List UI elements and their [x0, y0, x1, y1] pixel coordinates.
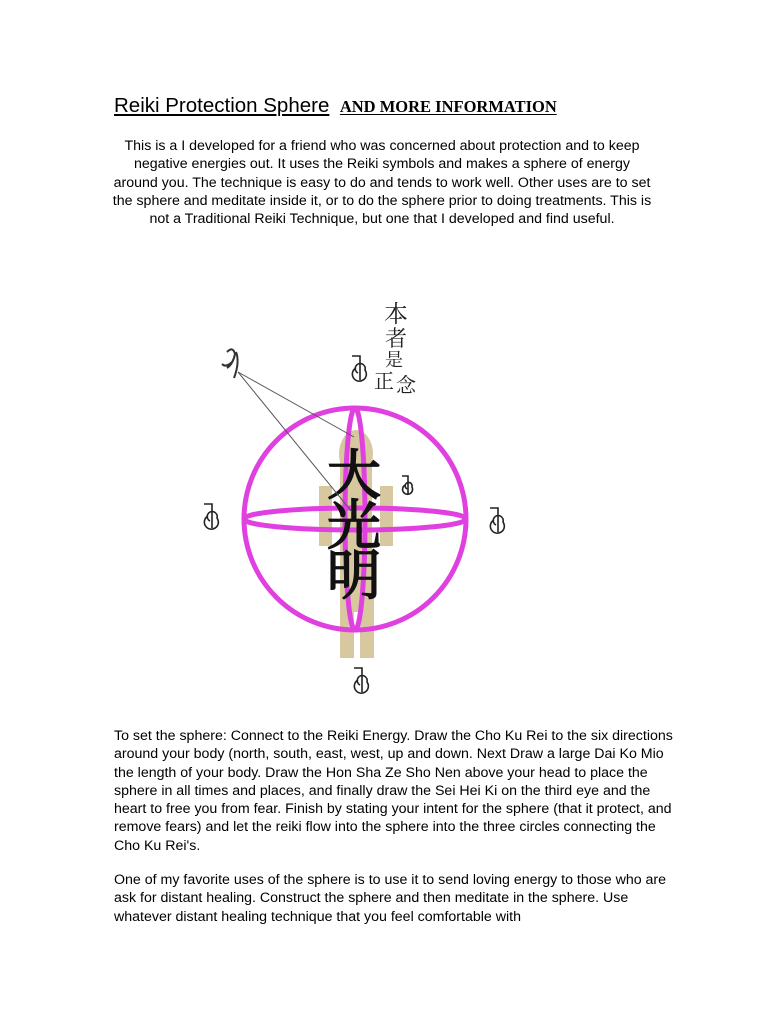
cho-ku-rei-bottom: [354, 668, 368, 693]
page-subtitle: AND MORE INFORMATION: [339, 97, 557, 116]
hon-sha-ze-sho-nen-symbol: [374, 300, 417, 397]
reiki-sphere-illustration: [180, 282, 540, 712]
dai-ko-mio-glyph-1: 大: [327, 443, 381, 507]
sei-hei-ki-symbol: [222, 349, 238, 378]
cho-ku-rei-west: [204, 504, 218, 529]
set-sphere-paragraph: To set the sphere: Connect to the Reiki Energy. Draw the Cho Ku Rei to the six directions around your body (north, south, east, west, up and down. Next Draw a large Dai Ko Mio the length of your body. Draw the Hon Sha Ze Sho Nen above your head to place the sphere in all times and places, and finally draw the Sei Hei Ki on the third eye and the heart to free you from fear. Finish by stating your intent for the sphere (that it protect, and remove fears) and let the reiki flow into the sphere into the three circles connecting the Cho Ku Rei's.: [114, 728, 673, 854]
distant-healing-paragraph: One of my favorite uses of the sphere is to use it to send loving energy to those who are ask for distant healing. Construct the sphere and then meditate in the sphere. Use whatever distant healing technique that you feel comfortable with: [114, 872, 667, 925]
hszsn-glyph-4: 正: [374, 369, 394, 393]
dai-ko-mio-glyph-2: 光: [327, 493, 381, 557]
dai-ko-mio-symbol: [327, 443, 381, 607]
cho-ku-rei-top: [352, 356, 366, 381]
intro-paragraph: This is a I developed for a friend who was concerned about protection and to keep negative energies out. It uses the Reiki symbols and makes a sphere of energy around you. The technique is easy to do and tends to work well. Other uses are to set the sphere and meditate inside it, or to do the sphere prior to doing treatments. This is not a Traditional Reiki Technique, but one that I developed and find useful.: [112, 138, 652, 228]
cho-ku-rei-center: [402, 476, 413, 494]
page-title: Reiki Protection Sphere: [114, 94, 330, 117]
dai-ko-mio-glyph-3: 明: [327, 543, 381, 607]
cho-ku-rei-east: [490, 508, 504, 533]
document-title-block: [114, 94, 557, 118]
hszsn-glyph-3: 是: [385, 350, 403, 371]
hszsn-glyph-5: 念: [396, 373, 416, 397]
hszsn-glyph-2: 者: [384, 327, 408, 352]
hszsn-glyph-1: 本: [384, 300, 408, 328]
